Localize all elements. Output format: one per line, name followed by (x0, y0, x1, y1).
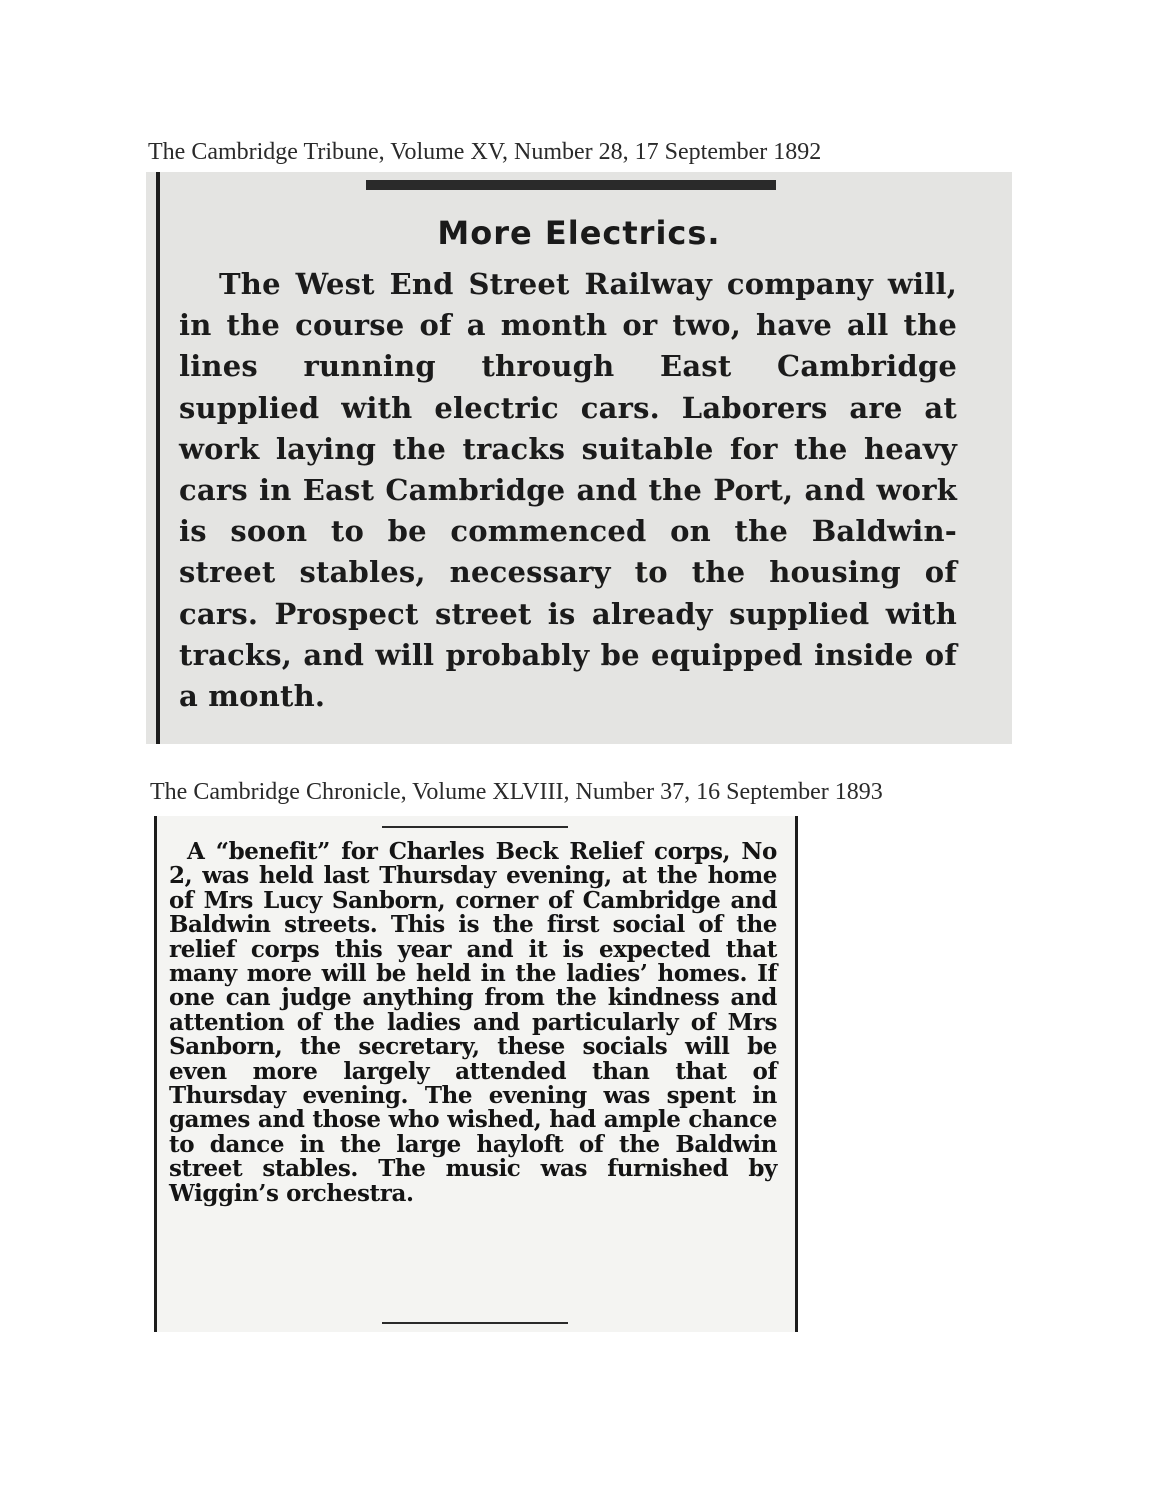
article-body: The West End Street Railway company will, in the course of a month or two, have all the lines running through East Cambridge supplied with electric cars. Laborers are at work laying the tracks suitable for the heavy cars in East Cambridge and the Port, and work is soon to be commenced on the Baldwin-street stables, necessary to the housing of cars. Prospect street is already supplied with tracks, and will probably be equipped inside of a month. (179, 267, 957, 714)
clipping-caption-chronicle: The Cambridge Chronicle, Volume XLVIII, Number 37, 16 September 1893 (150, 779, 883, 805)
article-body: A “benefit” for Charles Beck Relief corps, No 2, was held last Thursday evening, at the home of Mrs Lucy Sanborn, corner of Cambridge and Baldwin streets. This is the first social of the relief corps this year and it is expected that many more will be held in the ladies’ homes. If one can judge anything from the kindness and attention of the ladies and particularly of Mrs Sanborn, the secretary, these socials will be even more largely attended than that of Thursday evening. The evening was spent in games and those who wished, had ample chance to dance in the large hayloft of the Baldwin street stables. The music was furnished by Wiggin’s orchestra. (169, 838, 777, 1207)
clipping-caption-tribune: The Cambridge Tribune, Volume XV, Number 28, 17 September 1892 (148, 139, 822, 165)
clipping-top-rule (366, 180, 776, 190)
column-rule-right (795, 816, 798, 1332)
article-separator-bottom (382, 1322, 568, 1324)
column-rule-left (156, 172, 160, 744)
article-headline: More Electrics. (437, 214, 721, 252)
column-rule-left (154, 816, 157, 1332)
newspaper-clipping-tribune (146, 172, 1012, 744)
article-separator-top (382, 826, 568, 828)
newspaper-clipping-chronicle (154, 816, 798, 1332)
